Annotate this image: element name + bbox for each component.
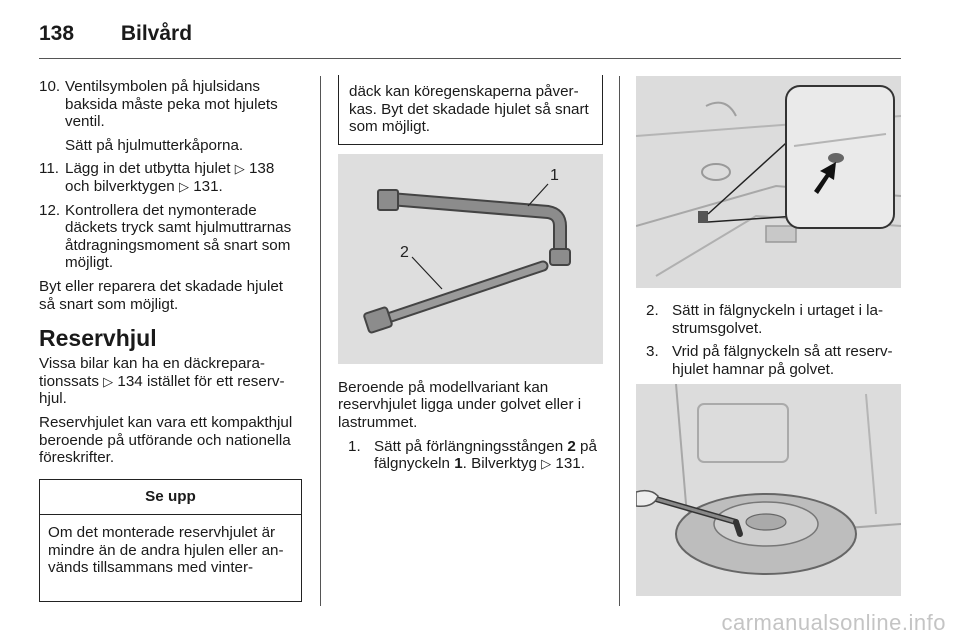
page-ref-link[interactable]: 138 bbox=[248, 160, 275, 178]
step-2: 2. Sätt in fälgnyckeln i urtaget i lastrumsgolvet. bbox=[646, 302, 884, 337]
paragraph-compact-wheel: Reservhjulet kan vara ett kompakthjul beroende på utförande och nationella föreskrifter. bbox=[39, 413, 293, 467]
page-ref-icon: ▷ bbox=[103, 373, 114, 389]
header-rule bbox=[39, 58, 901, 59]
spare-wheel-illustration bbox=[636, 384, 901, 596]
figure-wheel-wrench bbox=[338, 154, 603, 364]
column-2 bbox=[338, 75, 603, 479]
figure-load-floor bbox=[636, 76, 901, 288]
wheel-wrench-illustration bbox=[338, 154, 603, 364]
column-divider-2 bbox=[619, 76, 620, 606]
step-1: 1. Sätt på förlängningsstången 2 på fälgnyckeln 1. Bilverktyg ▷ 131. bbox=[348, 437, 597, 473]
figure-label-1: 1 bbox=[550, 166, 559, 184]
step-3: 3. Vrid på fälgnyckeln så att reservhjulet hamnar på golvet. bbox=[646, 343, 893, 378]
list-item-10-sub: Sätt på hjulmutterkåporna. bbox=[65, 136, 244, 154]
paragraph-spare-location: Beroende på modellvariant kan reservhjulet ligga under golvet eller i lastrummet. bbox=[338, 378, 582, 431]
column-3 bbox=[636, 76, 901, 596]
caution-box-continued: däck kan köregenskaperna påverkas. Byt det skadade hjulet så snart som möjligt. bbox=[338, 75, 603, 145]
page-ref-icon: ▷ bbox=[541, 456, 552, 472]
section-title: Bilvård bbox=[120, 22, 193, 45]
page-number: 138 bbox=[39, 22, 75, 45]
page-ref-link[interactable]: 134 bbox=[117, 372, 143, 390]
page-ref-link[interactable]: 131. bbox=[193, 177, 223, 195]
caution-title: Se upp bbox=[40, 480, 301, 516]
paragraph-repair-kit: Vissa bilar kan ha en däckreparationssats ▷ 134 istället för ett reservhjul. bbox=[39, 355, 285, 408]
caution-text: Om det monterade reservhjulet är mindre än de andra hjulen eller används tillsammans med vinter- bbox=[48, 524, 284, 577]
page-header bbox=[39, 22, 192, 46]
page-ref-link[interactable]: 131. bbox=[555, 455, 585, 473]
page-ref-icon: ▷ bbox=[234, 161, 245, 177]
column-divider-1 bbox=[320, 76, 321, 606]
section-heading: Reservhjul bbox=[39, 325, 157, 352]
load-floor-illustration bbox=[636, 76, 901, 288]
page-ref-icon: ▷ bbox=[178, 178, 189, 194]
watermark: carmanualsonline.info bbox=[721, 610, 946, 635]
caution-box bbox=[39, 479, 302, 602]
list-item-11: 11. Lägg in det utbytta hjulet ▷ 138 och bilverktygen ▷ 131. bbox=[39, 160, 275, 195]
list-item-12: 12. Kontrollera det nymonterade däckets tryck samt hjulmuttrarnas åtdragningsmoment så snart som möjligt. bbox=[39, 201, 292, 272]
figure-label-2: 2 bbox=[400, 243, 409, 261]
figure-spare-wheel bbox=[636, 384, 901, 596]
paragraph-repair: Byt eller reparera det skadade hjulet så snart som möjligt. bbox=[39, 277, 283, 313]
list-item-10: 10. Ventilsymbolen på hjulsidans baksida måste peka mot hjulets ventil. bbox=[39, 78, 278, 131]
column-1 bbox=[39, 78, 302, 602]
